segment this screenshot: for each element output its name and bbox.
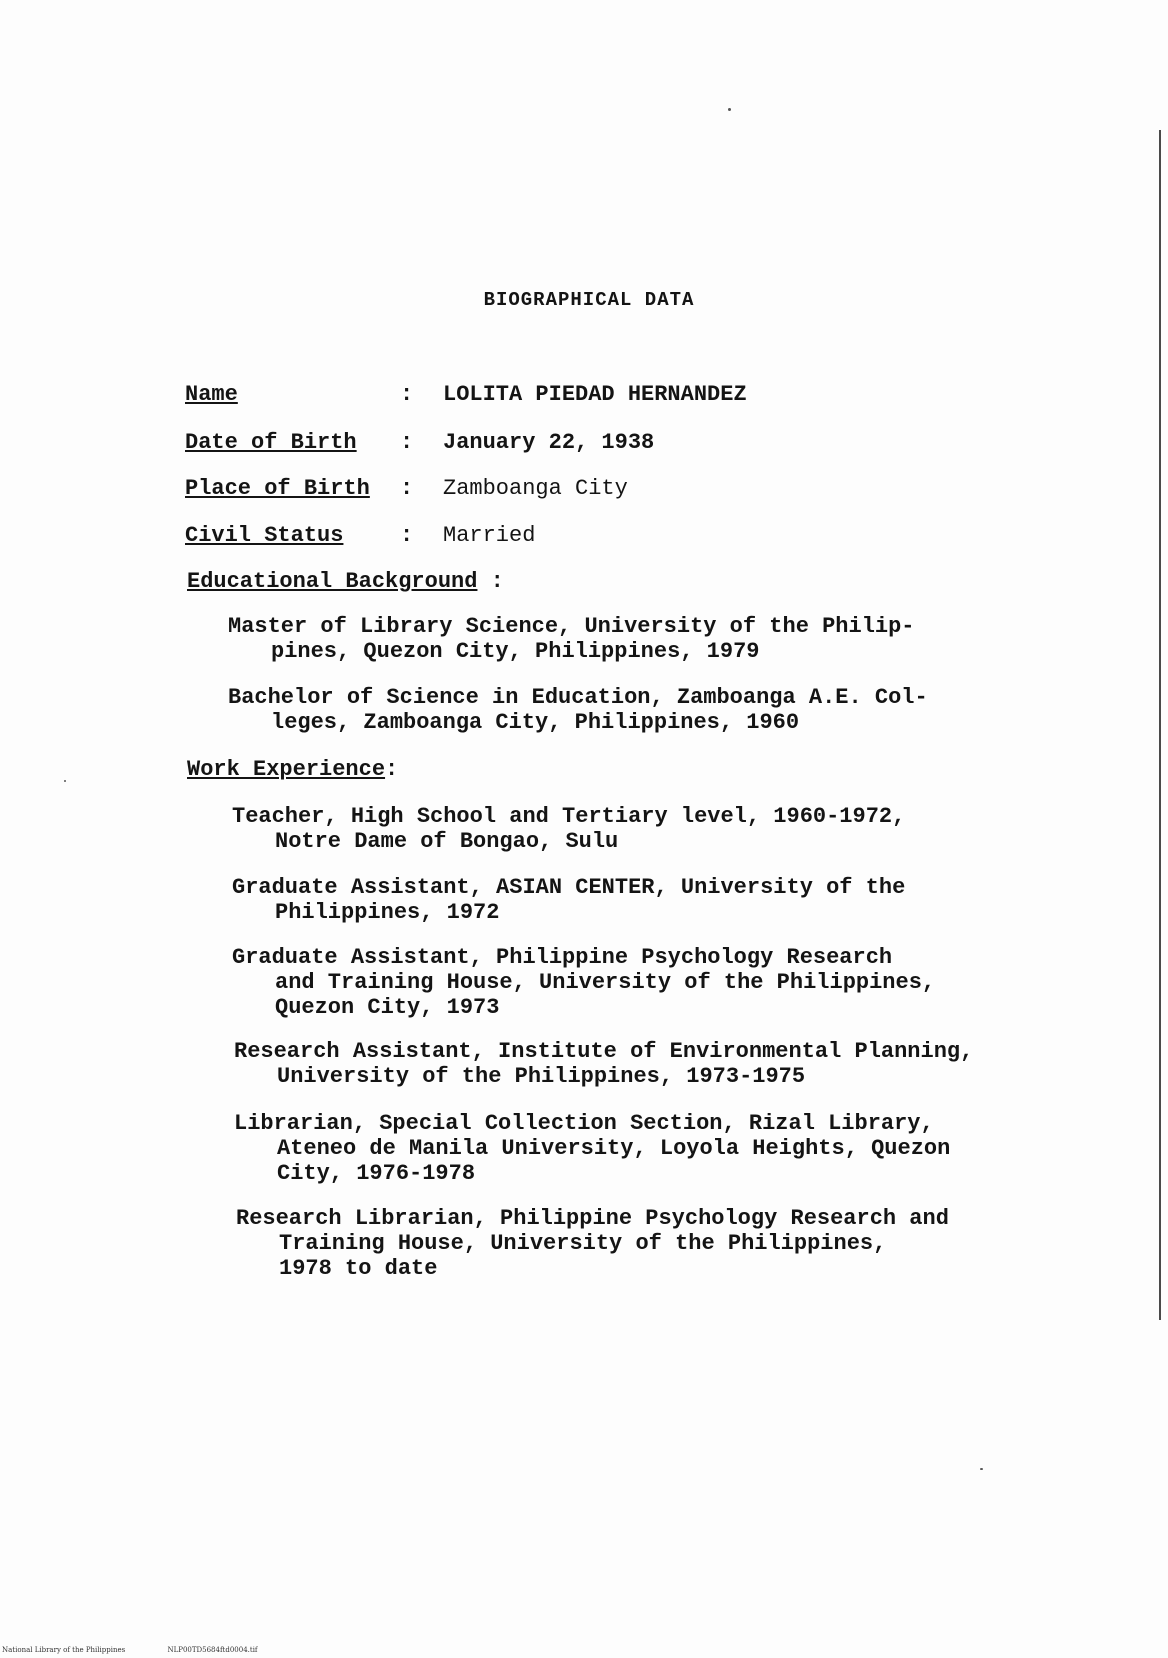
- field-separator: :: [400, 382, 414, 407]
- document-title: BIOGRAPHICAL DATA: [483, 289, 695, 311]
- work-entry: [234, 1039, 973, 1089]
- field-label: Place of Birth: [185, 476, 370, 501]
- field-label: Civil Status: [185, 523, 344, 548]
- education-heading-separator: :: [490, 569, 504, 594]
- work-entry: [232, 804, 905, 854]
- entry-line: Training House, University of the Philippines,: [279, 1231, 887, 1256]
- entry-line: Graduate Assistant, Philippine Psychology Research: [232, 945, 893, 970]
- field-label: Name: [185, 382, 238, 407]
- scan-speck: [64, 780, 66, 782]
- field-separator: :: [400, 430, 414, 455]
- footer-library: National Library of the Philippines: [2, 1646, 126, 1654]
- entry-line: Master of Library Science, University of the Philip-: [228, 614, 915, 639]
- work-entry: [234, 1111, 950, 1186]
- field-name: [185, 382, 747, 407]
- entry-line: leges, Zamboanga City, Philippines, 1960: [271, 710, 800, 735]
- education-entry: [228, 614, 915, 664]
- work-heading-label: Work Experience: [187, 757, 386, 782]
- entry-line: Research Assistant, Institute of Environmental Planning,: [234, 1039, 974, 1064]
- work-heading-separator: :: [385, 757, 399, 782]
- field-value: January 22, 1938: [443, 430, 655, 455]
- field-civil-status: [185, 523, 536, 548]
- entry-line: Bachelor of Science in Education, Zamboanga A.E. Col-: [228, 685, 928, 710]
- education-entry: [228, 685, 928, 735]
- work-entry: [232, 875, 905, 925]
- entry-line: Teacher, High School and Tertiary level, 1960-1972,: [232, 804, 906, 829]
- field-value: Zamboanga City: [443, 476, 628, 501]
- entry-line: Notre Dame of Bongao, Sulu: [275, 829, 619, 854]
- entry-line: Research Librarian, Philippine Psychology Research and: [236, 1206, 949, 1231]
- entry-line: and Training House, University of the Philippines,: [275, 970, 936, 995]
- field-date-of-birth: [185, 430, 655, 455]
- entry-line: pines, Quezon City, Philippines, 1979: [271, 639, 760, 664]
- scan-speck: [980, 1468, 983, 1470]
- scan-footer: [2, 1646, 298, 1654]
- work-entry: [232, 945, 935, 1020]
- field-separator: :: [400, 523, 414, 548]
- entry-line: University of the Philippines, 1973-1975: [277, 1064, 806, 1089]
- field-place-of-birth: [185, 476, 628, 501]
- education-heading: [187, 569, 504, 594]
- field-label: Date of Birth: [185, 430, 357, 455]
- field-value: Married: [443, 523, 536, 548]
- entry-line: Quezon City, 1973: [275, 995, 500, 1020]
- entry-line: City, 1976-1978: [277, 1161, 476, 1186]
- footer-filename: NLP00TD5684ftd0004.tif: [167, 1646, 258, 1654]
- work-heading: [187, 757, 398, 782]
- field-value: LOLITA PIEDAD HERNANDEZ: [443, 382, 747, 407]
- work-entry: [236, 1206, 949, 1281]
- entry-line: Librarian, Special Collection Section, Rizal Library,: [234, 1111, 934, 1136]
- entry-line: Graduate Assistant, ASIAN CENTER, University of the: [232, 875, 906, 900]
- entry-line: Philippines, 1972: [275, 900, 500, 925]
- entry-line: Ateneo de Manila University, Loyola Heights, Quezon: [277, 1136, 951, 1161]
- education-heading-label: Educational Background: [187, 569, 478, 594]
- field-separator: :: [400, 476, 414, 501]
- entry-line: 1978 to date: [279, 1256, 438, 1281]
- scan-speck: [728, 108, 731, 111]
